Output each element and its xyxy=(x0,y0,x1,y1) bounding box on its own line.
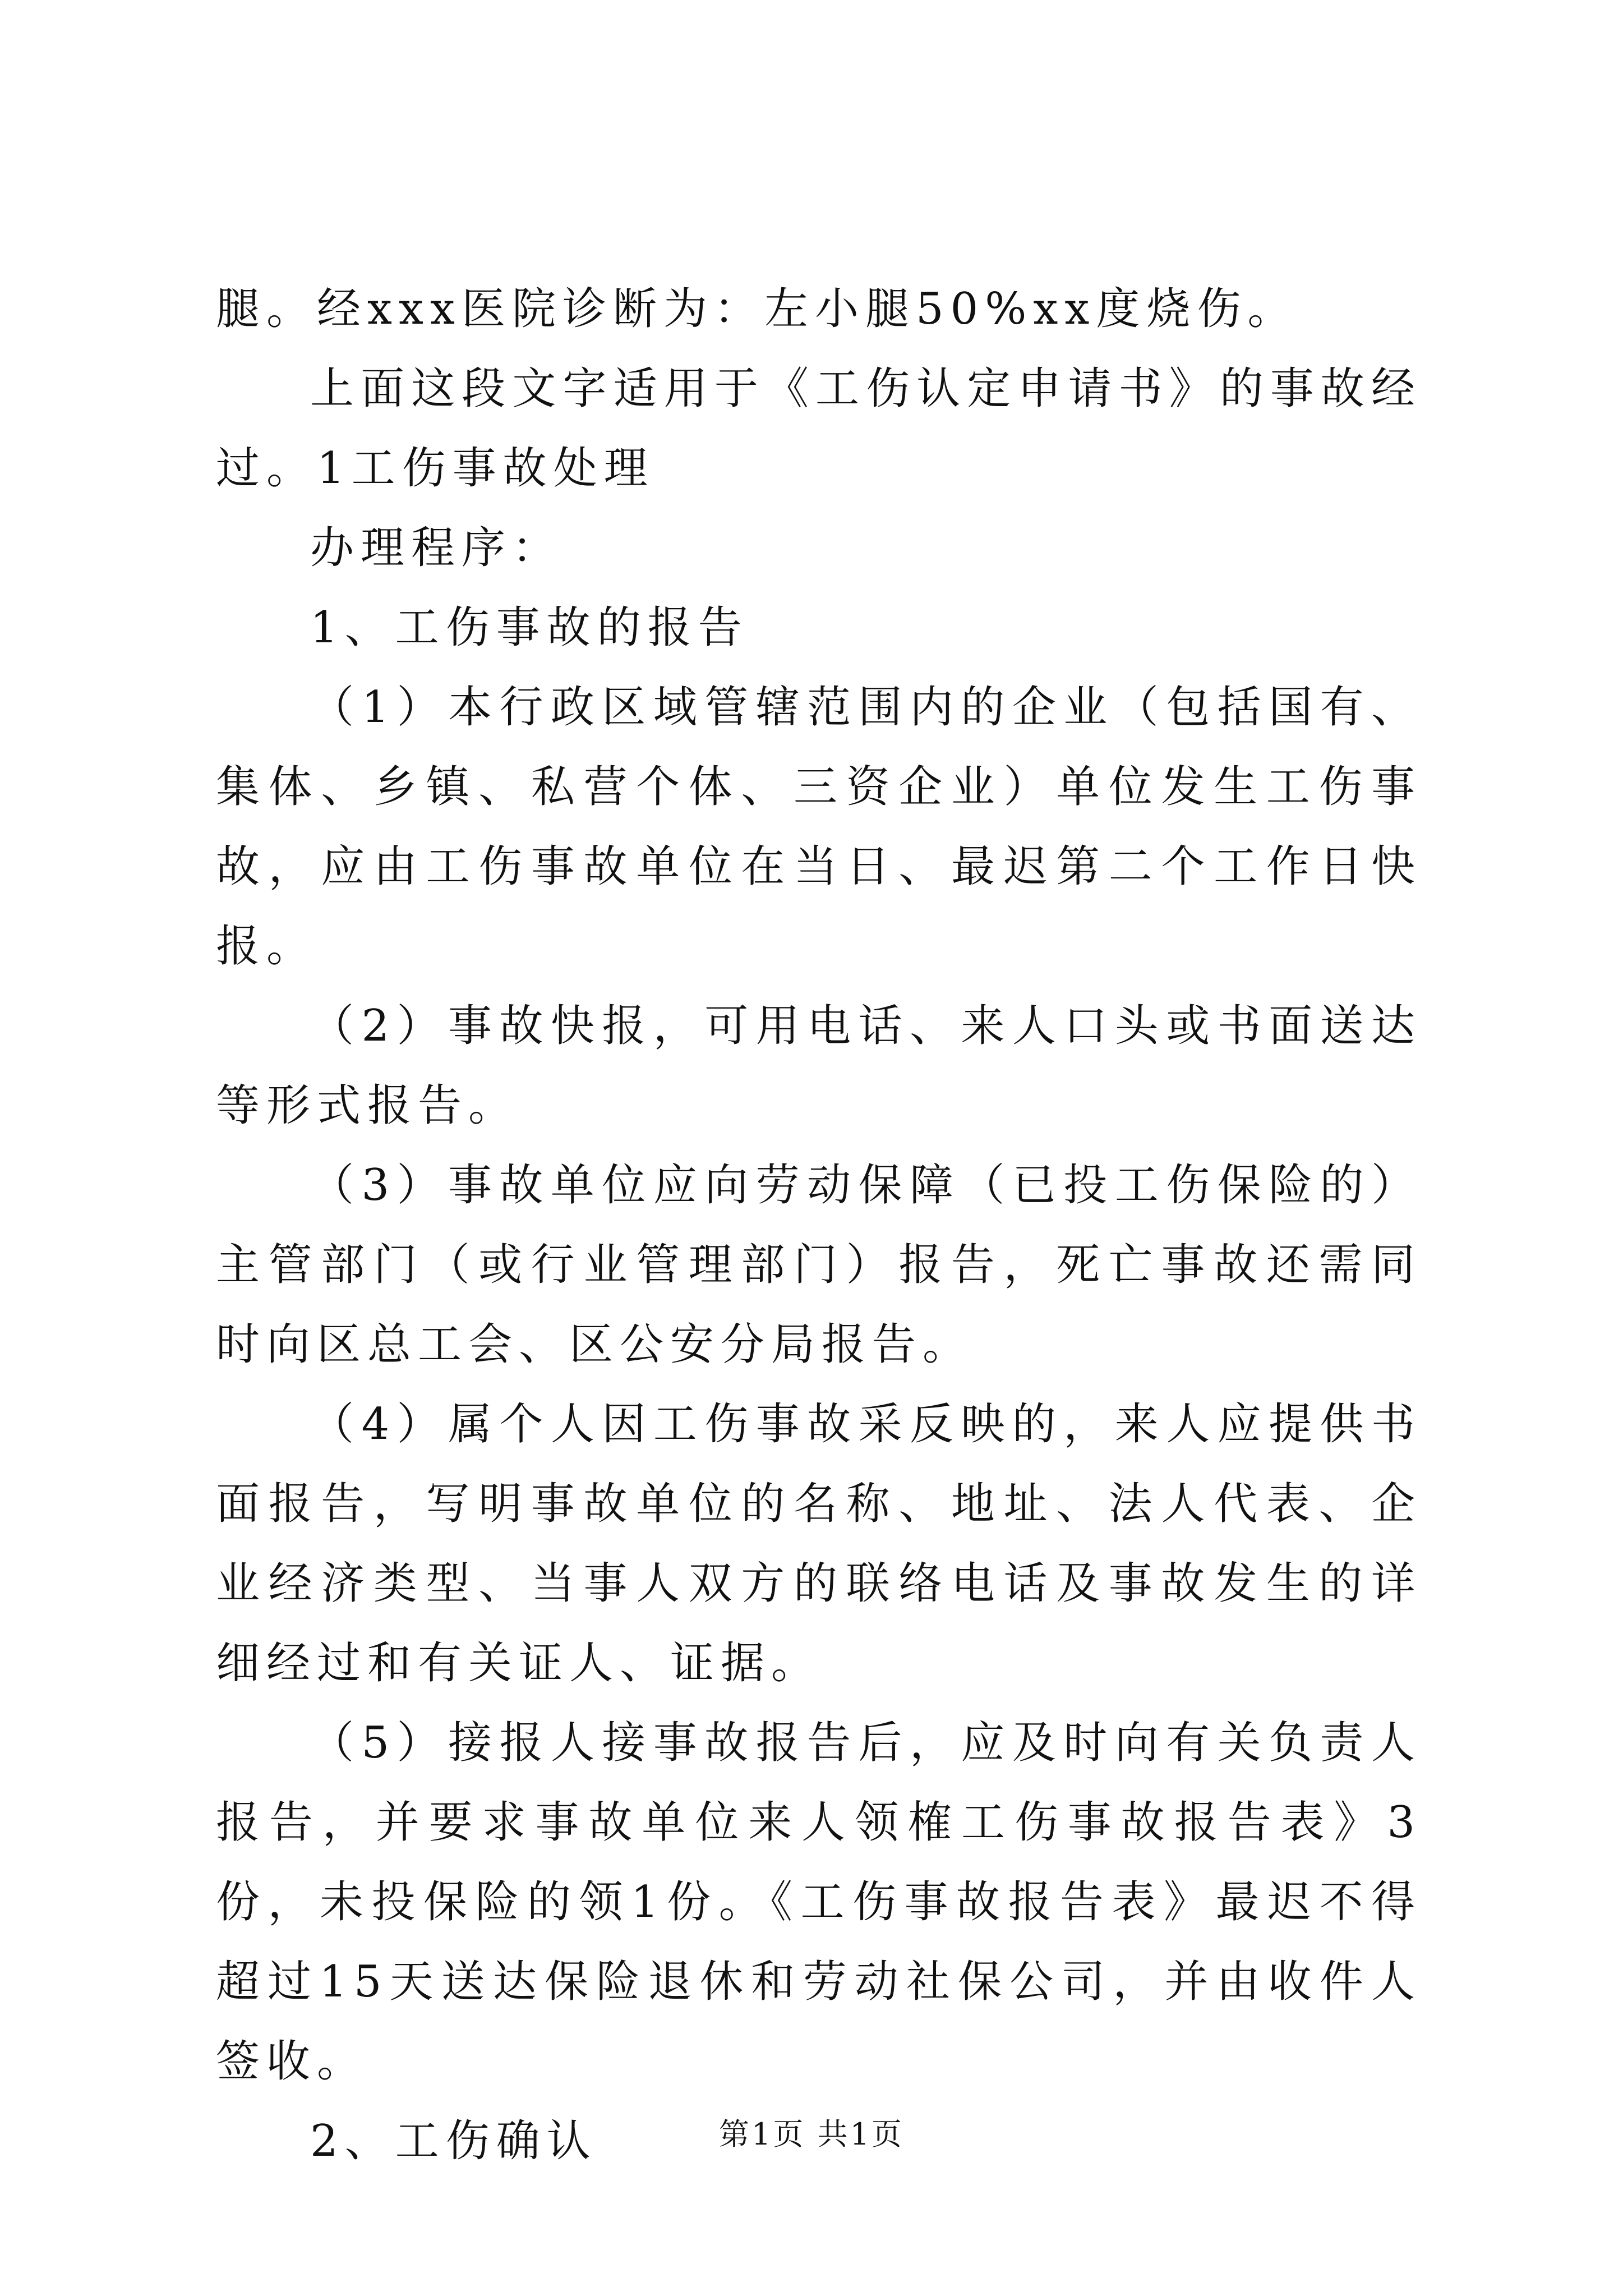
section-heading-report: 1、工伤事故的报告 xyxy=(310,602,749,653)
list-item-5: （5）接报人接事故报告后，应及时向有关负责人报告，并要求事故单位来人领榷工伤事故报告表》3份，未投保险的领1份。《工伤事故报告表》最迟不得超过15天送达保险退休和劳动社保公司，并由收件人签收。 xyxy=(216,1718,1422,2087)
list-item-2: （2）事故快报，可用电话、来人口头或书面送达等形式报告。 xyxy=(216,1001,1422,1131)
list-item-1: （1）本行政区域管辖范围内的企业（包括国有、集体、乡镇、私营个体、三资企业）单位发生工伤事故，应由工伤事故单位在当日、最迟第二个工作日快报。 xyxy=(216,682,1422,972)
paragraph-procedure-heading: 办理程序： xyxy=(310,523,563,573)
document-body xyxy=(216,269,1422,2181)
page-number-footer: 第1页 共1页 xyxy=(719,2116,904,2152)
paragraph-applicability-note: 上面这段文字适用于《工伤认定申请书》的事故经过。1工伤事故处理 xyxy=(216,364,1422,494)
section-heading-confirmation: 2、工伤确认 xyxy=(310,2116,597,2166)
list-item-3: （3）事故单位应向劳动保障（已投工伤保险的）主管部门（或行业管理部门）报告，死亡事故还需同时向区总工会、区公安分局报告。 xyxy=(216,1160,1422,1370)
list-item-4: （4）属个人因工伤事故采反映的，来人应提供书面报告，写明事故单位的名称、地址、法人代表、企业经济类型、当事人双方的联络电话及事故发生的详细经过和有关证人、证据。 xyxy=(216,1399,1422,1688)
paragraph-continuation: 腿。经xxx医院诊断为：左小腿50%xx度烧伤。 xyxy=(216,284,1298,334)
